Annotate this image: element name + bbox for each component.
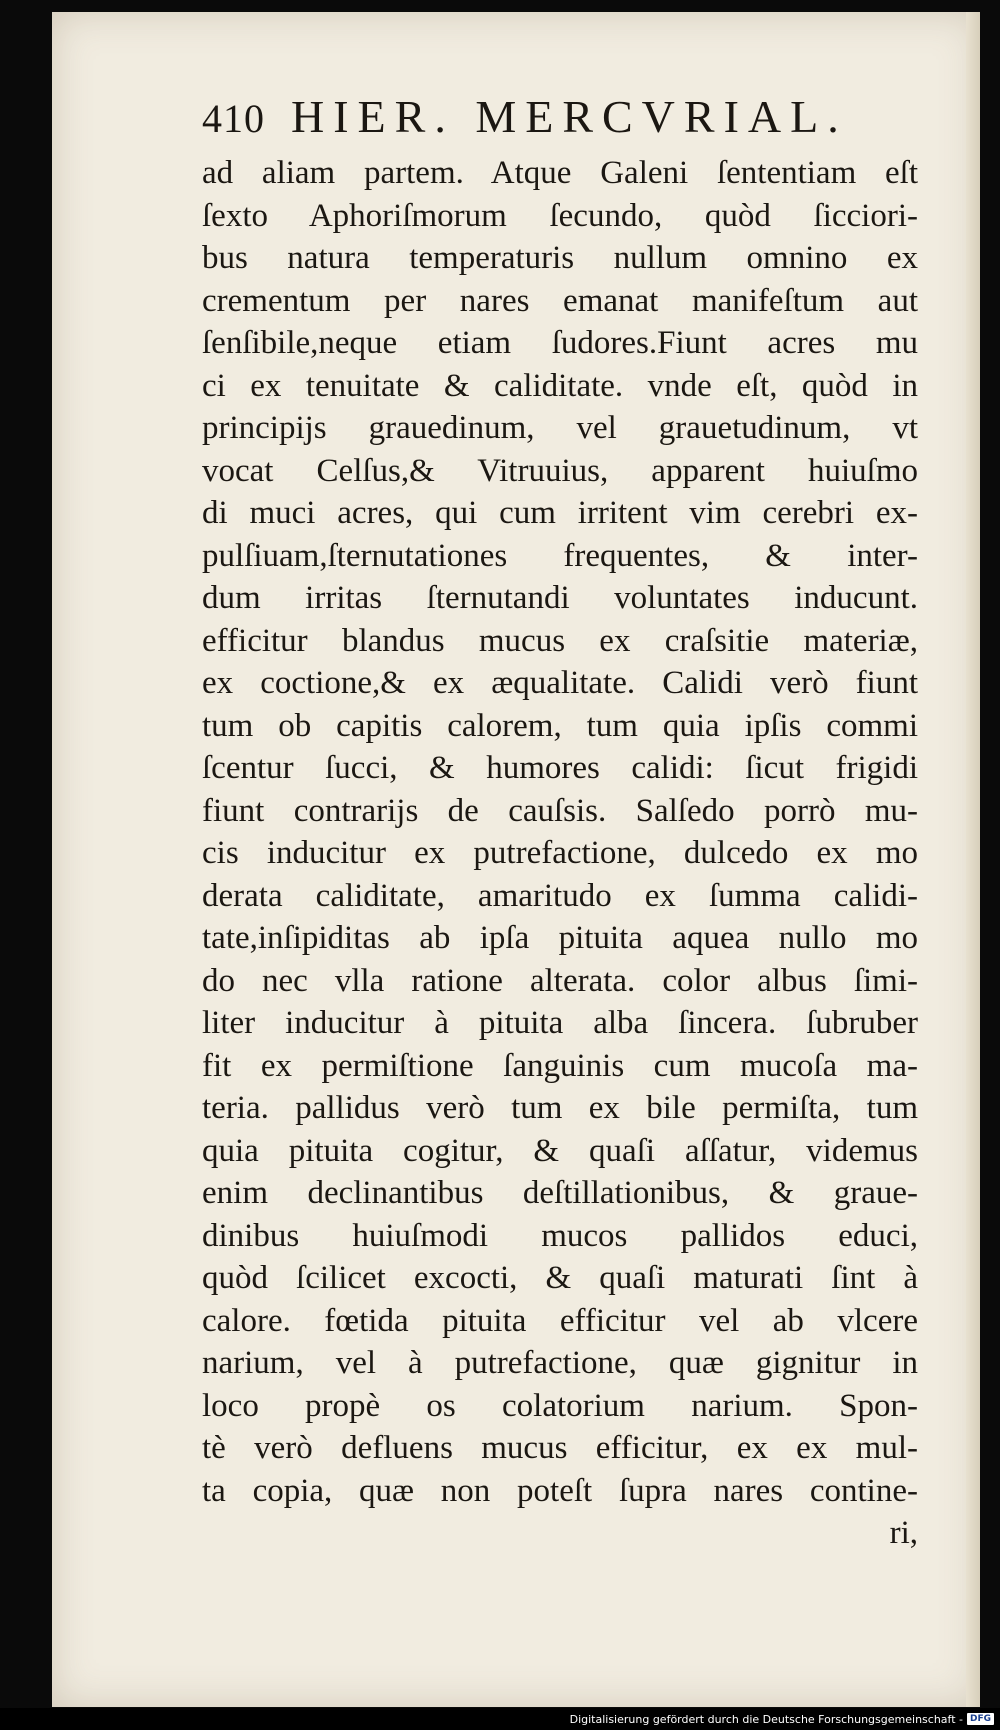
page-number: 410 [202, 96, 265, 141]
page-edge [966, 12, 980, 1707]
text-line: quia pituita cogitur, & quaſi aſſatur, videmus [202, 1132, 918, 1169]
text-line: efficitur blandus mucus ex craſsitie materiæ, [202, 622, 918, 659]
text-line: cis inducitur ex putrefactione, dulcedo ex mo [202, 835, 918, 871]
text-line: pulſiuam,ſternutationes frequentes, & inter- [202, 537, 918, 574]
text-line: crementum per nares emanat manifeſtum aut [202, 282, 918, 319]
text-line: principijs grauedinum, vel grauetudinum, vt [202, 410, 918, 446]
text-line: fit ex permiſtione ſanguinis cum mucoſa ma- [202, 1047, 918, 1084]
text-line: tè verò defluens mucus efficitur, ex ex mul- [202, 1430, 918, 1466]
text-line: enim declinantibus deſtillationibus, & graue- [202, 1175, 918, 1211]
text-line: di muci acres, qui cum irritent vim cerebri ex- [202, 495, 918, 531]
credit-text: Digitalisierung gefördert durch die Deutsche Forschungsgemeinschaft - [569, 1712, 963, 1726]
text-line: ſexto Aphoriſmorum ſecundo, quòd ſicciori- [202, 197, 918, 234]
text-line: ci ex tenuitate & caliditate. vnde eſt, quòd in [202, 367, 918, 404]
text-line: quòd ſcilicet excocti, & quaſi maturati ſint à [202, 1260, 918, 1296]
running-head: HIER. MERCVRIAL. [291, 91, 848, 142]
text-line: calore. fœtida pituita efficitur vel ab vlcere [202, 1302, 918, 1339]
footer-bar [0, 1708, 1000, 1730]
book-page [52, 12, 980, 1707]
text-line: dum irritas ſternutandi voluntates inducunt. [202, 580, 918, 616]
text-line: loco propè os colatorium narium. Spon- [202, 1387, 918, 1424]
text-line: ex coctione,& ex æqualitate. Calidi verò fiunt [202, 665, 918, 701]
text-line: ad aliam partem. Atque Galeni ſententiam eſt [202, 155, 918, 191]
dfg-logo: DFG [967, 1713, 994, 1725]
text-line: derata caliditate, amaritudo ex ſumma calidi- [202, 877, 918, 914]
text-line: vocat Celſus,& Vitruuius, apparent huiuſmo [202, 452, 918, 489]
catchword: ri, [889, 1515, 918, 1551]
body-text [202, 152, 918, 1555]
text-line: ta copia, quæ non poteſt ſupra nares contine- [202, 1472, 918, 1509]
text-line: bus natura temperaturis nullum omnino ex [202, 240, 918, 276]
text-line: do nec vlla ratione alterata. color albus ſimi- [202, 962, 918, 999]
text-line: fiunt contrarijs de cauſsis. Salſedo porrò mu- [202, 792, 918, 829]
text-line: ſenſibile,neque etiam ſudores.Fiunt acres mu [202, 325, 918, 361]
text-line: teria. pallidus verò tum ex bile permiſta, tum [202, 1090, 918, 1126]
text-line: tum ob capitis calorem, tum quia ipſis commi [202, 707, 918, 744]
page-header [202, 90, 902, 150]
text-line: narium, vel à putrefactione, quæ gignitur in [202, 1345, 918, 1381]
text-line: ſcentur ſucci, & humores calidi: ſicut frigidi [202, 750, 918, 786]
text-line: liter inducitur à pituita alba ſincera. ſubruber [202, 1005, 918, 1041]
digitization-credit [570, 1711, 994, 1727]
text-line: dinibus huiuſmodi mucos pallidos educi, [202, 1217, 918, 1254]
text-line: tate,inſipiditas ab ipſa pituita aquea nullo mo [202, 920, 918, 956]
